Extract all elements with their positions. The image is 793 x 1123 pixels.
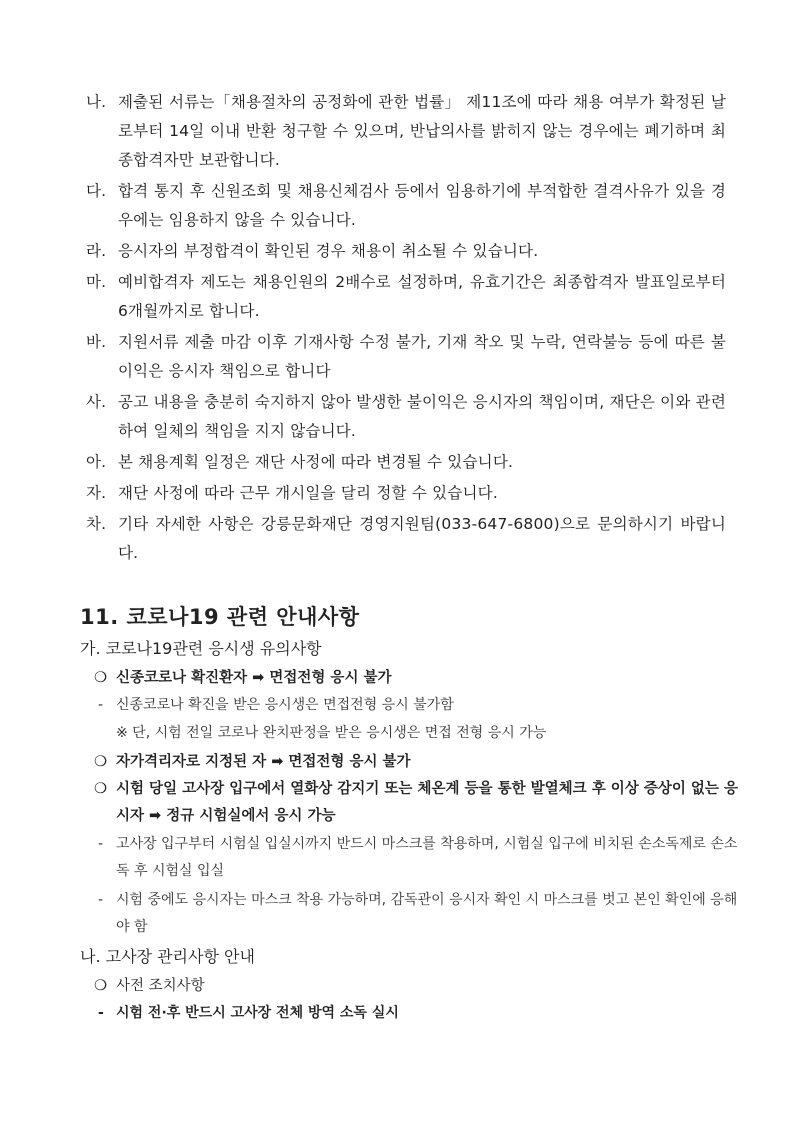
dash-text: 시험 중에도 응시자는 마스크 착용 가능하며, 감독관이 응시자 확인 시 마스크를 벗고 본인 확인에 응해야 함: [116, 892, 738, 935]
item-text: 합격 통지 후 신원조회 및 채용신체검사 등에서 임용하기에 부적합한 결격사유가 있을 경우에는 임용하지 않을 수 있습니다.: [118, 182, 726, 229]
notice-list: [86, 88, 726, 568]
item-marker: 사.: [86, 393, 107, 411]
list-item: [86, 388, 726, 446]
list-item: [86, 510, 726, 568]
bullet-text: 시험 당일 고사장 입구에서 열화상 감지기 또는 체온계 등을 통한 발열체크 후 이상 증상이 없는 응시자 ➡ 정규 시험실에서 응시 가능: [116, 781, 738, 824]
item-text: 기타 자세한 사항은 강릉문화재단 경영지원팀(033-647-6800)으로 문의하시기 바랍니다.: [118, 515, 726, 562]
subsection-title-b: 나. 고사장 관리사항 안내: [80, 947, 255, 966]
item-marker: 자.: [86, 484, 107, 502]
list-item: [86, 88, 726, 175]
list-item: [86, 237, 726, 266]
item-marker: 마.: [86, 273, 107, 291]
item-text: 재단 사정에 따라 근무 개시일을 달리 정할 수 있습니다.: [118, 484, 498, 502]
list-item: [86, 268, 726, 326]
bullet-fever-check: [94, 776, 746, 830]
list-item: [86, 328, 726, 386]
list-item: [86, 448, 726, 477]
dash-item: [98, 887, 742, 941]
dash-item: [98, 831, 742, 885]
item-text: 지원서류 제출 마감 이후 기재사항 수정 불가, 기재 착오 및 누락, 연락불능 등에 따른 불이익은 응시자 책임으로 합니다: [118, 333, 726, 380]
item-text: 공고 내용을 충분히 숙지하지 않아 발생한 불이익은 응시자의 책임이며, 재단은 이와 관련하여 일체의 책임을 지지 않습니다.: [118, 393, 726, 440]
bullet-text: 자가격리자로 지정된 자 ➡ 면접전형 응시 불가: [116, 754, 411, 770]
circle-bullet-icon: ❍: [94, 670, 107, 686]
bullet-pre-measures: [94, 973, 746, 1000]
dash-marker: -: [98, 697, 104, 713]
item-marker: 나.: [86, 93, 107, 111]
item-text: 응시자의 부정합격이 확인된 경우 채용이 취소될 수 있습니다.: [118, 242, 539, 260]
circle-bullet-icon: ❍: [94, 754, 107, 770]
item-text: 본 채용계획 일정은 재단 사정에 따라 변경될 수 있습니다.: [118, 453, 514, 471]
item-marker: 라.: [86, 242, 107, 260]
item-text: 제출된 서류는「채용절차의 공정화에 관한 법률」 제11조에 따라 채용 여부가 확정된 날로부터 14일 이내 반환 청구할 수 있으며, 반납의사를 밝히지 않는 경우에는 폐기하며 최종합격자만 보관합니다.: [118, 93, 726, 169]
dash-text: 시험 전·후 반드시 고사장 전체 방역 소독 실시: [116, 1005, 399, 1021]
circle-bullet-icon: ❍: [94, 978, 107, 994]
dash-text: 고사장 입구부터 시험실 입실시까지 반드시 마스크를 착용하며, 시험실 입구에 비치된 손소독제로 손소독 후 시험실 입실: [116, 836, 738, 879]
section-title: 11. 코로나19 관련 안내사항: [80, 605, 360, 629]
bullet-text: 신종코로나 확진환자 ➡ 면접전형 응시 불가: [116, 670, 392, 686]
item-marker: 다.: [86, 182, 107, 200]
note-text: ※ 단, 시험 전일 코로나 완치판정을 받은 응시생은 면접 전형 응시 가능: [116, 725, 547, 741]
list-item: [86, 479, 726, 508]
item-marker: 차.: [86, 515, 107, 533]
dash-text: 신종코로나 확진을 받은 응시생은 면접전형 응시 불가함: [116, 697, 454, 713]
bullet-self-quarantine: [94, 749, 746, 776]
item-text: 예비합격자 제도는 채용인원의 2배수로 설정하며, 유효기간은 최종합격자 발표일로부터 6개월까지로 합니다.: [118, 273, 726, 320]
circle-bullet-icon: ❍: [94, 781, 107, 797]
list-item: [86, 177, 726, 235]
dash-marker: -: [98, 892, 104, 908]
dash-item: [98, 692, 742, 719]
subsection-title-a: 가. 코로나19관련 응시생 유의사항: [80, 639, 322, 658]
item-marker: 아.: [86, 453, 107, 471]
dash-marker: -: [98, 836, 104, 852]
item-marker: 바.: [86, 333, 107, 351]
bullet-text: 사전 조치사항: [116, 978, 205, 994]
dash-item: [98, 1000, 742, 1027]
bullet-confirmed-patient: [94, 665, 746, 692]
dash-marker: -: [98, 1005, 104, 1021]
